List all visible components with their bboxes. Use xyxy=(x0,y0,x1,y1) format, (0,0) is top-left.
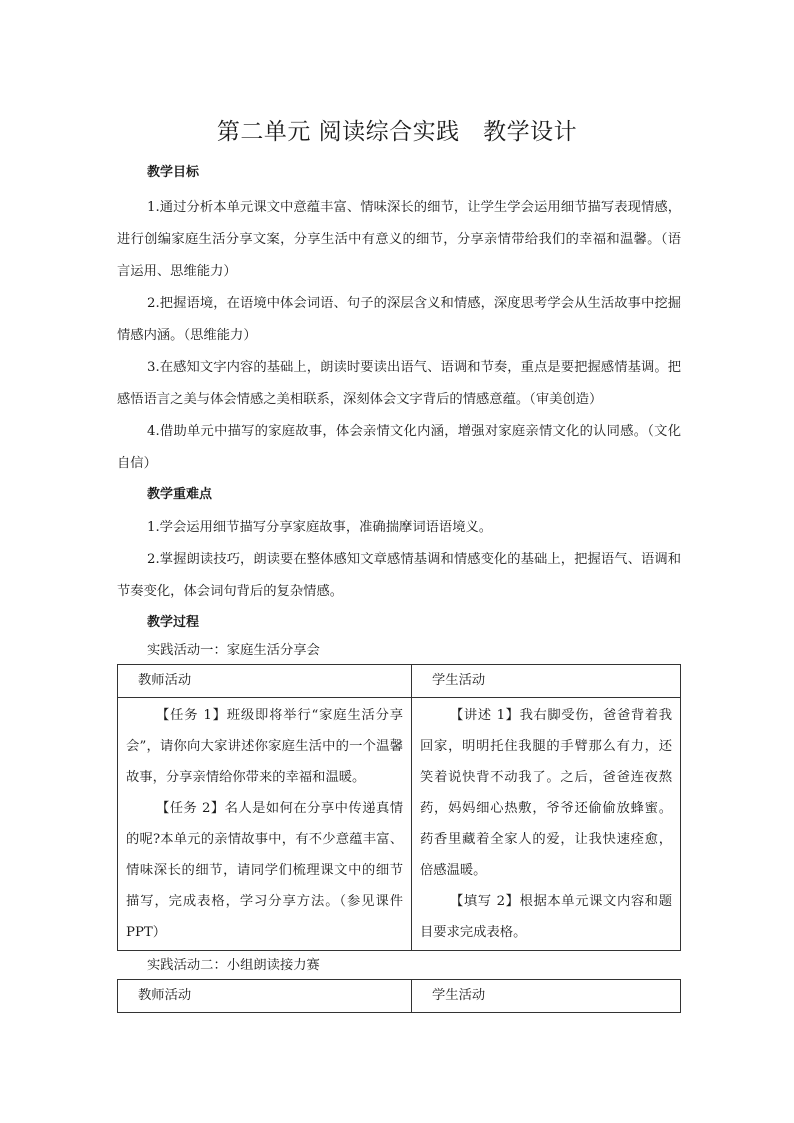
teacher-activity-cell xyxy=(118,698,412,951)
col-teacher-header: 教师活动 xyxy=(118,980,412,1013)
teacher-task: 【任务 2】名人是如何在分享中传递真情的呢?本单元的亲情故事中，有不少意蕴丰富、情味深长的细节，请同学们梳理课文中的细节描写，完成表格，学习分享方法。（参见课件 PPT） xyxy=(126,801,403,940)
keypoints-heading: 教学重难点 xyxy=(147,487,213,502)
activity2-table xyxy=(117,979,681,1013)
student-task: 【填写 2】根据本单元课文内容和题目要求完成表格。 xyxy=(420,894,672,940)
keypoint-item: 2.掌握朗读技巧，朗读要在整体感知文章感情基调和情感变化的基础上，把握语气、语调和节奏变化，体会词句背后的复杂情感。 xyxy=(117,552,681,599)
goals-heading: 教学目标 xyxy=(147,165,200,180)
student-task: 【讲述 1】我右脚受伤，爸爸背着我回家，明明托住我腿的手臂那么有力，还笑着说快背不动我了。之后，爸爸连夜熬药，妈妈细心热敷，爷爷还偷偷放蜂蜜。药香里藏着全家人的爱，让我快速痊愈，倍感温暖。 xyxy=(420,708,672,878)
goal-item: 1.通过分析本单元课文中意蕴丰富、情味深长的细节，让学生学会运用细节描写表现情感，进行创编家庭生活分享文案，分享生活中有意义的细节，分享亲情带给我们的幸福和温馨。（语言运用、思维能力） xyxy=(117,200,681,279)
teacher-task: 【任务 1】班级即将举行“家庭生活分享会”，请你向大家讲述你家庭生活中的一个温馨故事，分享亲情给你带来的幸福和温暖。 xyxy=(126,708,403,785)
document-title: 第二单元 阅读综合实践 教学设计 xyxy=(216,119,578,145)
keypoint-item: 1.学会运用细节描写分享家庭故事，准确揣摩词语语境义。 xyxy=(147,520,493,535)
process-heading: 教学过程 xyxy=(147,615,200,630)
col-teacher-header: 教师活动 xyxy=(118,665,412,698)
activity1-label: 实践活动一：家庭生活分享会 xyxy=(147,643,320,658)
activity2-label: 实践活动二：小组朗读接力赛 xyxy=(147,958,320,973)
goal-item: 3.在感知文字内容的基础上，朗读时要读出语气、语调和节奏，重点是要把握感情基调。把感悟语言之美与体会情感之美相联系，深刻体会文字背后的情感意蕴。（审美创造） xyxy=(117,360,681,407)
col-student-header: 学生活动 xyxy=(412,665,681,698)
document-body xyxy=(117,160,681,1013)
goal-item: 4.借助单元中描写的家庭故事，体会亲情文化内涵，增强对家庭亲情文化的认同感。（文化自信） xyxy=(117,424,681,471)
goal-item: 2.把握语境，在语境中体会词语、句子的深层含义和情感，深度思考学会从生活故事中挖掘情感内涵。（思维能力） xyxy=(117,296,681,343)
col-student-header: 学生活动 xyxy=(412,980,681,1013)
student-activity-cell xyxy=(412,698,681,951)
activity1-table xyxy=(117,664,681,951)
